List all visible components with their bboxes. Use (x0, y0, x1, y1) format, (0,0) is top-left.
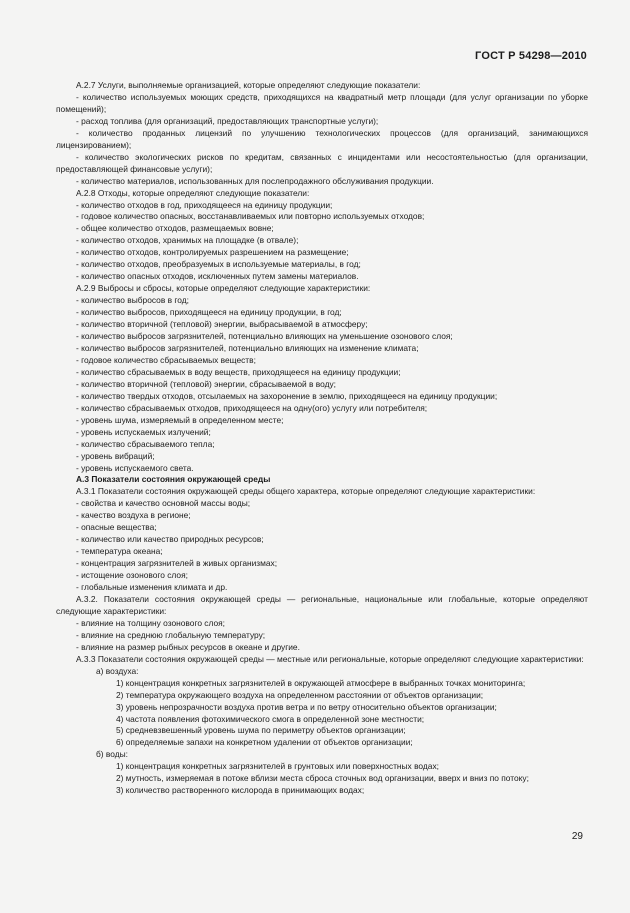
text-line: - количество отходов, преобразуемых в используемые материалы, в год; (76, 259, 361, 270)
text-line: 1) концентрация конкретных загрязнителей в грунтовых или поверхностных водах; (116, 761, 439, 772)
text-line: - количество отходов, хранимых на площадке (в отвале); (76, 235, 299, 246)
text-line: - уровень вибраций; (76, 450, 155, 461)
text-line: а) воздуха: (96, 665, 139, 676)
text-line: - количество вторичной (тепловой) энергии, выбрасываемой в атмосферу; (76, 319, 368, 330)
text-line: - свойства и качество основной массы воды; (76, 498, 251, 509)
text-line: - влияние на среднюю глобальную температуру; (76, 629, 266, 640)
page-number: 29 (571, 831, 583, 842)
text-line: 6) определяемые запахи на конкретном удалении от объектов организации; (116, 737, 413, 748)
text-line: - количество отходов, контролируемых разрешением на размещение; (76, 247, 349, 258)
text-line: - глобальные изменения климата и др. (76, 582, 228, 593)
text-line: - опасные вещества; (76, 522, 157, 533)
text-line: - температура океана; (76, 546, 163, 557)
text-line: - количество материалов, использованных для послепродажного обслуживания продукции. (76, 175, 434, 186)
text-line: А.3.3 Показатели состояния окружающей среды — местные или региональные, которые определяют следующие характеристики: (76, 653, 584, 664)
document-header: ГОСТ Р 54298—2010 (475, 50, 587, 62)
text-line: - количество экологических рисков по кредитам, связанных с инцидентами или несостоятельностью (для организации, предоставляющей финансовые услуги); (56, 151, 588, 174)
text-line: 2) мутность, измеряемая в потоке вблизи места сброса сточных вод организации, вверх и вниз по потоку; (116, 773, 529, 784)
text-line: 4) частота появления фотохимического смога в определенной зоне местности; (116, 713, 425, 724)
text-line: б) воды: (96, 749, 128, 760)
text-line: - количество проданных лицензий по улучшению технологических процессов (для организаций, занимающихся лицензированием); (56, 127, 588, 150)
text-line: А.3.2. Показатели состояния окружающей среды — региональные, национальные или глобальные, которые определяют следующие характеристики: (56, 593, 588, 616)
text-line: - количество вторичной (тепловой) энергии, сбрасываемой в воду; (76, 378, 336, 389)
text-line: - количество выбросов загрязнителей, потенциально влияющих на изменение климата; (76, 342, 419, 353)
text-line: - уровень испускаемого света. (76, 462, 194, 473)
text-line: 1) концентрация конкретных загрязнителей в окружающей атмосфере в выбранных точках мониторинга; (116, 677, 526, 688)
text-line: - качество воздуха в регионе; (76, 510, 191, 521)
text-line: - влияние на размер рыбных ресурсов в океане и другие. (76, 641, 300, 652)
text-line: - концентрация загрязнителей в живых организмах; (76, 558, 278, 569)
text-line: А.3.1 Показатели состояния окружающей среды общего характера, которые определяют следующие характеристики: (76, 486, 536, 497)
text-line: - количество или качество природных ресурсов; (76, 534, 264, 545)
text-line: 3) количество растворенного кислорода в принимающих водах; (116, 785, 365, 796)
text-line: - годовое количество сбрасываемых веществ; (76, 354, 256, 365)
text-line: - влияние на толщину озонового слоя; (76, 617, 225, 628)
text-line: - истощение озонового слоя; (76, 570, 188, 581)
text-line: - количество выбросов загрязнителей, потенциально влияющих на уменьшение озонового слоя; (76, 331, 453, 342)
text-line: - количество твердых отходов, отсылаемых на захоронение в землю, приходящееся на единицу продукции; (76, 390, 498, 401)
text-line: - расход топлива (для организаций, предоставляющих транспортные услуги); (76, 115, 379, 126)
text-line: - годовое количество опасных, восстанавливаемых или повторно используемых отходов; (76, 211, 425, 222)
text-line: - уровень испускаемых излучений; (76, 426, 211, 437)
text-line: - количество выбросов в год; (76, 295, 189, 306)
text-line: - количество отходов в год, приходящееся на единицу продукции; (76, 199, 333, 210)
text-line: 3) уровень непрозрачности воздуха против ветра и по ветру относительно объектов организации; (116, 701, 497, 712)
text-line: - уровень шума, измеряемый в определенном месте; (76, 414, 284, 425)
text-line: - количество сбрасываемых отходов, приходящееся на одну(ого) услугу или потребителя; (76, 402, 428, 413)
text-line: 2) температура окружающего воздуха на определенном расстоянии от объектов организации; (116, 689, 484, 700)
document-body (56, 80, 588, 797)
text-line: - количество сбрасываемого тепла; (76, 438, 215, 449)
text-line: А.2.9 Выбросы и сбросы, которые определяют следующие характеристики: (76, 283, 371, 294)
text-line: - количество выбросов, приходящееся на единицу продукции, в год; (76, 307, 342, 318)
text-line: 5) средневзвешенный уровень шума по периметру объектов организации; (116, 725, 406, 736)
section-heading: А.3 Показатели состояния окружающей среды (76, 474, 271, 485)
text-line: - количество используемых моющих средств, приходящихся на квадратный метр площади (для услуг организации по уборке помещений); (56, 91, 588, 114)
text-line: - количество сбрасываемых в воду веществ, приходящееся на единицу продукции; (76, 366, 401, 377)
text-line: А.2.8 Отходы, которые определяют следующие показатели: (76, 187, 310, 198)
text-line: А.2.7 Услуги, выполняемые организацией, которые определяют следующие показатели: (76, 80, 421, 90)
text-line: - количество опасных отходов, исключенных путем замены материалов. (76, 271, 359, 282)
text-line: - общее количество отходов, размещаемых вовне; (76, 223, 274, 234)
